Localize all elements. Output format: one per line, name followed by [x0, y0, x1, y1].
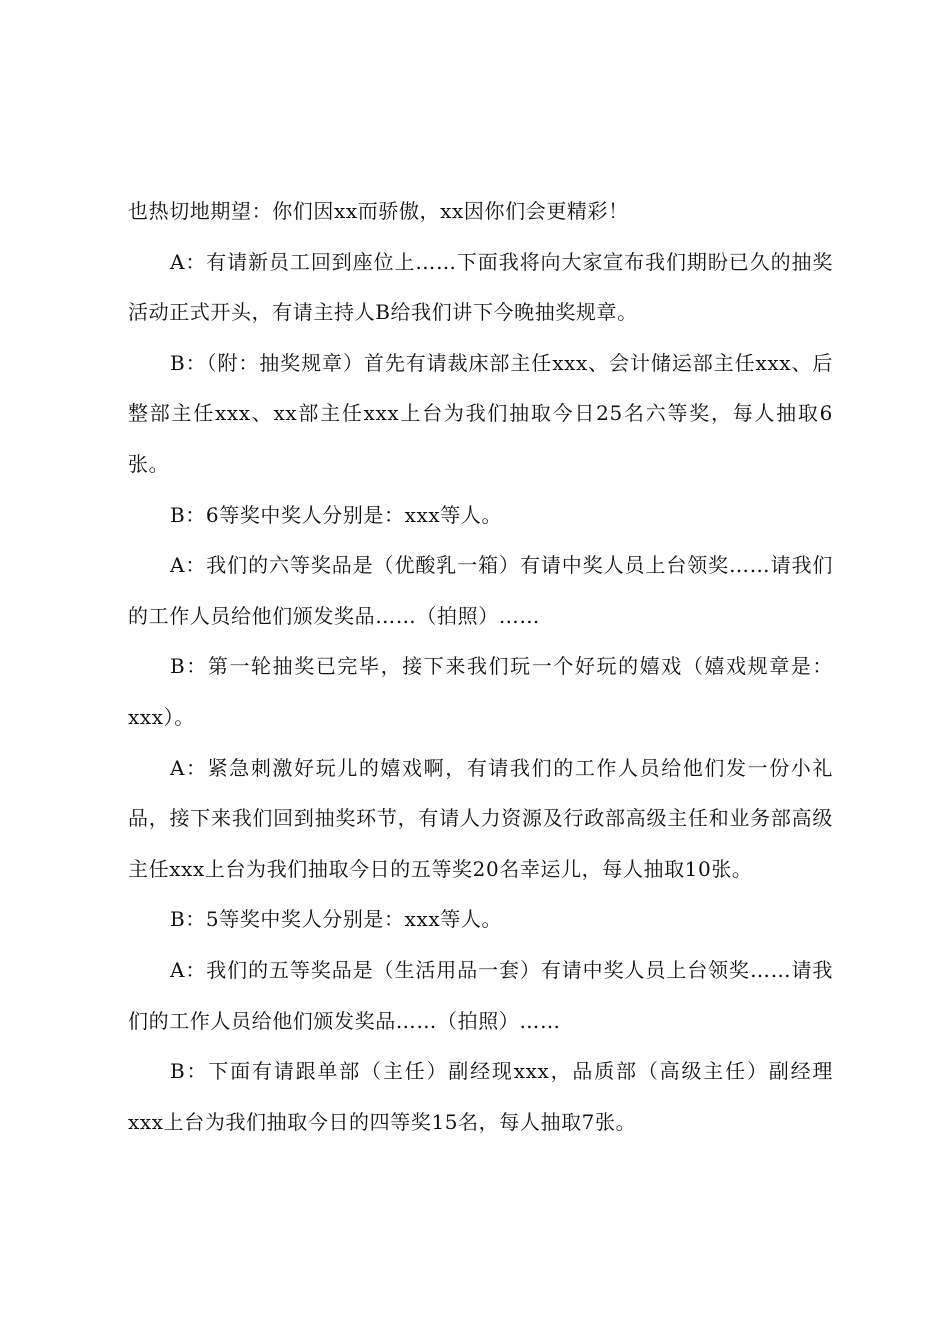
paragraph-10: B：下面有请跟单部（主任）副经现xxx，品质部（高级主任）副经理xxx上台为我们抽取今日的四等奖15名，每人抽取7张。	[128, 1059, 833, 1134]
paragraph-1: 也热切地期望：你们因xx而骄傲，xx因你们会更精彩！	[128, 199, 629, 223]
paragraph-7: A：紧急刺激好玩儿的嬉戏啊，有请我们的工作人员给他们发一份小礼品，接下来我们回到抽奖环节，有请人力资源及行政部高级主任和业务部高级主任xxx上台为我们抽取今日的五等奖20名幸运儿，每人抽取10张。	[128, 755, 833, 881]
paragraph-5: A：我们的六等奖品是（优酸乳一箱）有请中奖人员上台领奖……请我们的工作人员给他们颁发奖品……（拍照）……	[128, 553, 833, 628]
document-body	[128, 186, 833, 1147]
paragraph-6: B：第一轮抽奖已完毕，接下来我们玩一个好玩的嬉戏（嬉戏规章是：xxx）。	[128, 654, 833, 729]
paragraph-3: B：（附：抽奖规章）首先有请裁床部主任xxx、会计储运部主任xxx、后整部主任xxx、xx部主任xxx上台为我们抽取今日25名六等奖，每人抽取6张。	[128, 350, 833, 476]
paragraph-9: A：我们的五等奖品是（生活用品一套）有请中奖人员上台领奖……请我们的工作人员给他们颁发奖品……（拍照）……	[128, 957, 833, 1033]
paragraph-4: B：6等奖中奖人分别是：xxx等人。	[170, 502, 503, 527]
paragraph-8: B：5等奖中奖人分别是：xxx等人。	[170, 907, 503, 932]
paragraph-2: A：有请新员工回到座位上……下面我将向大家宣布我们期盼已久的抽奖活动正式开头，有请主持人B给我们讲下今晚抽奖规章。	[128, 249, 833, 325]
